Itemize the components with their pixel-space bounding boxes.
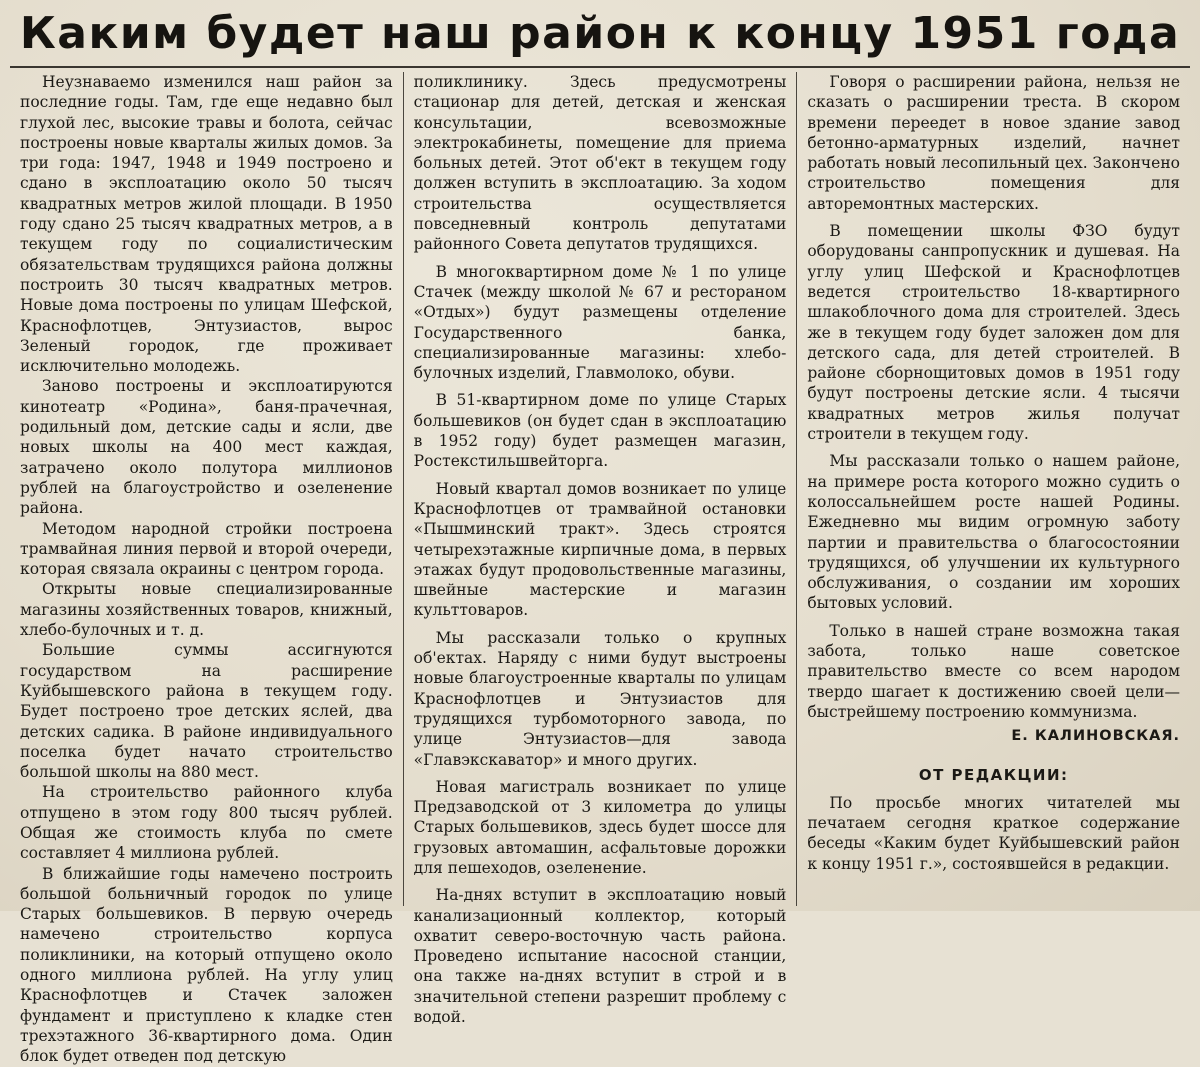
paragraph: поликлинику. Здесь предусмотрены стационар для детей, детская и женская консультации, всевозможные электрокабинеты, помещение для приема больных детей. Этот об'ект в текущем году должен вступить в эксплоатацию. За ходом строительства осуществляется повседневный контроль депутатами районного Совета депутатов трудящихся. xyxy=(413,73,787,254)
paragraph: Мы рассказали только о нашем районе, на примере роста которого можно судить о колоссальнейшем росте нашей Родины. Ежедневно мы видим огромную заботу партии и правительства о благосостоянии трудящихся, об улучшении их культурного обслуживания, о создании им хороших бытовых условий. xyxy=(807,452,1181,613)
paragraph: Большие суммы ассигнуются государством на расширение Куйбышевского района в текущем году. Будет построено трое детских яслей, два детских садика. В районе индивидуального поселка будет начато строительство большой школы на 880 мест. xyxy=(20,641,393,782)
paragraph: Методом народной стройки построена трамвайная линия первой и второй очереди, которая связала окраины с центром города. xyxy=(20,519,393,579)
paragraph: Неузнаваемо изменился наш район за последние годы. Там, где еще недавно был глухой лес, высокие травы и болота, сейчас построены новые кварталы жилых домов. За три года: 1947, 1948 и 1949 построено и сдано в эксплоатацию около 50 тысяч квадратных метров жилой площади. В 1950 году сдано 25 тысяч квадратных метров, а в текущем году по социалистическим обязательствам трудящихся района должны построить 30 тысяч квадратных метров. Новые дома построены по улицам Шефской, Краснофлотцев, Энтузиастов, вырос Зеленый городок, где проживает исключительно молодежь. xyxy=(20,73,393,376)
headline: Каким будет наш район к концу 1951 года xyxy=(10,0,1190,68)
editorial-text: По просьбе многих читателей мы печатаем сегодня краткое содержание беседы «Каким будет Куйбышевский район к концу 1951 г.», состоявшейся в редакции. xyxy=(807,793,1181,873)
paragraph: Только в нашей стране возможна такая забота, только наше советское правительство вместе со всем народом твердо шагает к достижению своей цели—быстрейшему построению коммунизма. xyxy=(807,621,1181,721)
paragraph: В 51-квартирном доме по улице Старых большевиков (он будет сдан в эксплоатацию в 1952 году) будет размещен магазин, Ростекстильшвейторга. xyxy=(413,391,787,471)
paragraph: В помещении школы ФЗО будут оборудованы санпропускник и душевая. На углу улиц Шефской и Краснофлотцев ведется строительство 18-квартирного шлакоблочного дома для строителей. Здесь же в текущем году будет заложен дом для детского сада, для детей строителей. В районе сборнощитовых домов в 1951 году будут построены детские ясли. 4 тысячи квадратных метров жилья получат строители в текущем году. xyxy=(807,222,1181,444)
article-columns xyxy=(10,68,1190,1066)
column-2 xyxy=(403,72,797,1027)
paragraph: На-днях вступит в эксплоатацию новый канализационный коллектор, который охватит северо-восточную часть района. Проведено испытание насосной станции, она также на-днях вступит в строй и в значительной степени разрешит проблему с водой. xyxy=(413,886,787,1027)
paragraph: Новый квартал домов возникает по улице Краснофлотцев от трамвайной остановки «Пышминский тракт». Здесь строятся четырехэтажные кирпичные дома, в первых этажах будут продовольственные магазины, швейные мастерские и магазин культтоваров. xyxy=(413,479,787,620)
column-3 xyxy=(796,72,1190,906)
paragraph: Заново построены и эксплоатируются кинотеатр «Родина», баня-прачечная, родильный дом, детские сады и ясли, две новых школы на 400 мест каждая, затрачено около полутора миллионов рублей на благоустройство и озеленение района. xyxy=(20,377,393,518)
paragraph: На строительство районного клуба отпущено в этом году 800 тысяч рублей. Общая же стоимость клуба по смете составляет 4 миллиона рублей. xyxy=(20,783,393,863)
paragraph: Новая магистраль возникает по улице Предзаводской от 3 километра до улицы Старых большевиков, здесь будет шоссе для грузовых автомашин, асфальтовые дорожки для пешеходов, озеленение. xyxy=(413,777,787,877)
paragraph: В многоквартирном доме № 1 по улице Стачек (между школой № 67 и рестораном «Отдых») будут размещены отделение Государственного банка, специализированные магазины: хлебо-булочных изделий, Главмолоко, обуви. xyxy=(413,262,787,383)
paragraph: Мы рассказали только о крупных об'ектах. Наряду с ними будут выстроены новые благоустроенные кварталы по улицам Краснофлотцев и Энтузиастов для трудящихся турбомоторного завода, по улице Энтузиастов—для завода «Главэкскаватор» и много других. xyxy=(413,628,787,769)
paragraph: В ближайшие годы намечено построить большой больничный городок по улице Старых большевиков. В первую очередь намечено строительство корпуса поликлиники, на который отпущено около одного миллиона рублей. На углу улиц Краснофлотцев и Стачек заложен фундамент и приступлено к кладке стен трехэтажного 36-квартирного дома. Один блок будет отведен под детскую xyxy=(20,864,393,1066)
editorial-note xyxy=(807,793,1180,874)
editorial-title: ОТ РЕДАКЦИИ: xyxy=(918,765,1069,784)
column-1 xyxy=(10,72,403,1066)
paragraph: Говоря о расширении района, нельзя не сказать о расширении треста. В скором времени переедет в новое здание завод бетонно-арматурных изделий, начнет работать новый лесопильный цех. Закончено строительство помещения для авторемонтных мастерских. xyxy=(807,73,1181,213)
paragraph: Открыты новые специализированные магазины хозяйственных товаров, книжный, хлебо-булочных и т. д. xyxy=(20,580,393,640)
author-signature: Е. КАЛИНОВСКАЯ. xyxy=(1011,728,1181,745)
